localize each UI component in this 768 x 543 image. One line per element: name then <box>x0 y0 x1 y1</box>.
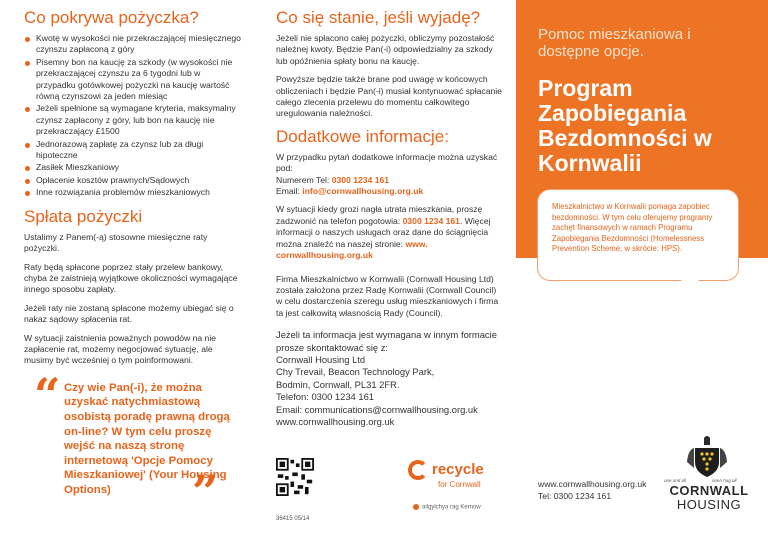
phone-label: Numerem Tel: <box>276 174 330 185</box>
address-line: Cornwall Housing Ltd <box>276 353 366 365</box>
crest-icon <box>682 432 732 482</box>
address-line: Telefon: 0300 1234 161 <box>276 391 375 403</box>
repay-paragraph: W sytuacji zaistnienia poważnych powodów na nie zapłacenie rat, możemy negocjować sytuację, ale musimy być wcześniej o tym poinformowani. <box>24 332 217 366</box>
right-column <box>516 0 768 543</box>
brand-line-2: HOUSING <box>676 497 742 512</box>
urgent-phone[interactable]: 0300 1234 161 <box>402 215 460 226</box>
quote-text: Czy wie Pan(-i), że można uzyskać natychmiastową osobistą poradę prawną drogą on-line? W tym celu proszę wejść na naszą stronę internetową 'Opcje Pomocy Mieszkaniowej' (Your Housing Options) <box>64 381 230 496</box>
speech-bubble <box>538 190 738 280</box>
website-link[interactable]: www. cornwallhousing.org.uk <box>276 238 428 261</box>
repay-paragraph: Raty będą spłacone poprzez stały przelew bankowy, chyba że zaistnieją wyjątkowe okoliczności wymagające innego sposobu zapłaty. <box>24 261 238 295</box>
list-item: Jeżeli spełnione są wymagane kryteria, maksymalny czynsz zapłacony z góry, lub bon na kaucję nie przekraczający £1500 <box>24 103 242 137</box>
repay-paragraph: Ustalimy z Panem(-ą) stosowne miesięczne raty pożyczki. <box>24 231 208 254</box>
recycle-icon <box>408 460 428 480</box>
info-intro: W przypadku pytań dodatkowe informacje można uzyskać pod: <box>276 151 498 174</box>
program-title: Program Zapobiegania Bezdomności w Kornwalii <box>538 75 712 176</box>
brand-line-1: CORNWALL <box>669 483 749 498</box>
repay-paragraph: Jeżeli raty nie zostaną spłacone możemy ubiegać się o nakaz sądowy spłacenia rat. <box>24 302 234 325</box>
address-line: Bodmin, Cornwall, PL31 2FR. <box>276 378 400 390</box>
urgent-paragraph <box>276 204 504 261</box>
left-column <box>0 0 256 543</box>
urgent-text-mid: . Więcej informacji o naszych usługach oraz dane do ściągnięcia można znaleźć na naszej stronie: <box>276 215 491 249</box>
phone-number[interactable]: 0300 1234 161 <box>331 174 390 185</box>
heading-abroad: Co się stanie, jeśli wyjadę? <box>276 8 481 27</box>
quote-open-icon: “ <box>34 367 61 422</box>
abroad-paragraph: Jeżeli nie spłacono całej pożyczki, obliczymy pozostałość należnej kwoty. Będzie Pan(-i) odpowiedzialny za szkody lub opóźnienia spłaty bonu na kaucję. <box>276 33 495 66</box>
covers-list <box>24 33 242 199</box>
recycle-main: recycle <box>408 460 508 480</box>
list-item: Inne rozwiązania problemów mieszkaniowych <box>24 187 242 198</box>
recycle-logo <box>408 460 508 489</box>
qr-code-icon <box>276 458 314 496</box>
middle-column <box>256 0 516 543</box>
list-item: Jednorazową zapłatę za czynsz lub za długi hipoteczne <box>24 139 242 162</box>
crest-motto-left: one and all <box>664 478 687 483</box>
brand-logo <box>666 484 752 512</box>
abroad-paragraph: Powyższe będzie także brane pod uwagę w końcowych obliczeniach i będzie Pan(-i) musiał kontynuować spłacanie całego zlecenia przelewu do momentu całkowitego uregulowania należności. <box>276 74 502 119</box>
heading-covers: Co pokrywa pożyczka? <box>24 8 199 27</box>
heading-info: Dodatkowe informacje: <box>276 126 449 146</box>
list-item: Pisemny bon na kaucję za szkody (w wysokości nie przekraczającej czynszu za 6 tygodni lub w przypadku gotówkowej pożyczki na kaucję wartość równą czynszowi za jeden miesiąc <box>24 57 242 103</box>
address-line: Chy Trevail, Beacon Technology Park, <box>276 366 435 378</box>
contact-block <box>538 478 646 502</box>
bubble-text: Mieszkalnictwo w Kornwalii pomaga zapobiec bezdomności. W tym celu oferujemy programy zachęt finansowych w ramach Programu Zapobiegania Bezdomności (Homelessness Prevention Scheme, w skrócie: HPS). <box>552 202 713 253</box>
address-line[interactable]: www.cornwallhousing.org.uk <box>276 415 395 427</box>
tel-line: Tel: 0300 1234 161 <box>538 491 612 501</box>
recycle-sub: for Cornwall <box>438 480 481 489</box>
info-paragraph <box>276 152 504 198</box>
list-item: Kwotę w wysokości nie przekraczającej miesięcznego czynszu zapłaconą z góry <box>24 33 242 56</box>
email-label: Email: <box>276 186 300 197</box>
list-item: Opłacenie kosztów prawnych/Sądowych <box>24 175 242 186</box>
company-paragraph: Firma Mieszkalnictwo w Kornwalii (Cornwall Housing Ltd) została założona przez Radę Kornwalii (Cornwall Council) w celu dostarczenia szeregu usług mieszkaniowych i firma ta jest całkowitą własnością Rady (Council). <box>276 273 499 318</box>
email-link[interactable]: info@cornwallhousing.org.uk <box>302 186 424 197</box>
panel-intro: Pomoc mieszkaniowa i dostępne opcje. <box>538 26 691 60</box>
quote-close-icon: ” <box>192 464 219 519</box>
doc-reference: 36415 05/14 <box>276 516 310 522</box>
callout-quote <box>24 367 242 519</box>
list-item: Zasiłek Mieszkaniowy <box>24 162 242 173</box>
website-link[interactable]: www.cornwallhousing.org.uk <box>538 479 647 489</box>
heading-repay: Spłata pożyczki <box>24 206 143 226</box>
address-line[interactable]: Email: communications@cornwallhousing.org.uk <box>276 403 478 415</box>
kernow-label: ailgylchya rag Kernow <box>413 504 481 511</box>
alt-format-intro: Jeżeli ta informacja jest wymagana w innym formacie prosze skontaktować się z: <box>276 329 497 353</box>
alt-format-paragraph <box>276 329 504 428</box>
urgent-text: W sytuacji kiedy grozi nagła utrata mieszkania, proszę zadzwonić na telefon pogotowia: <box>276 204 483 226</box>
crest-motto-right: onen hag oll <box>712 478 737 483</box>
